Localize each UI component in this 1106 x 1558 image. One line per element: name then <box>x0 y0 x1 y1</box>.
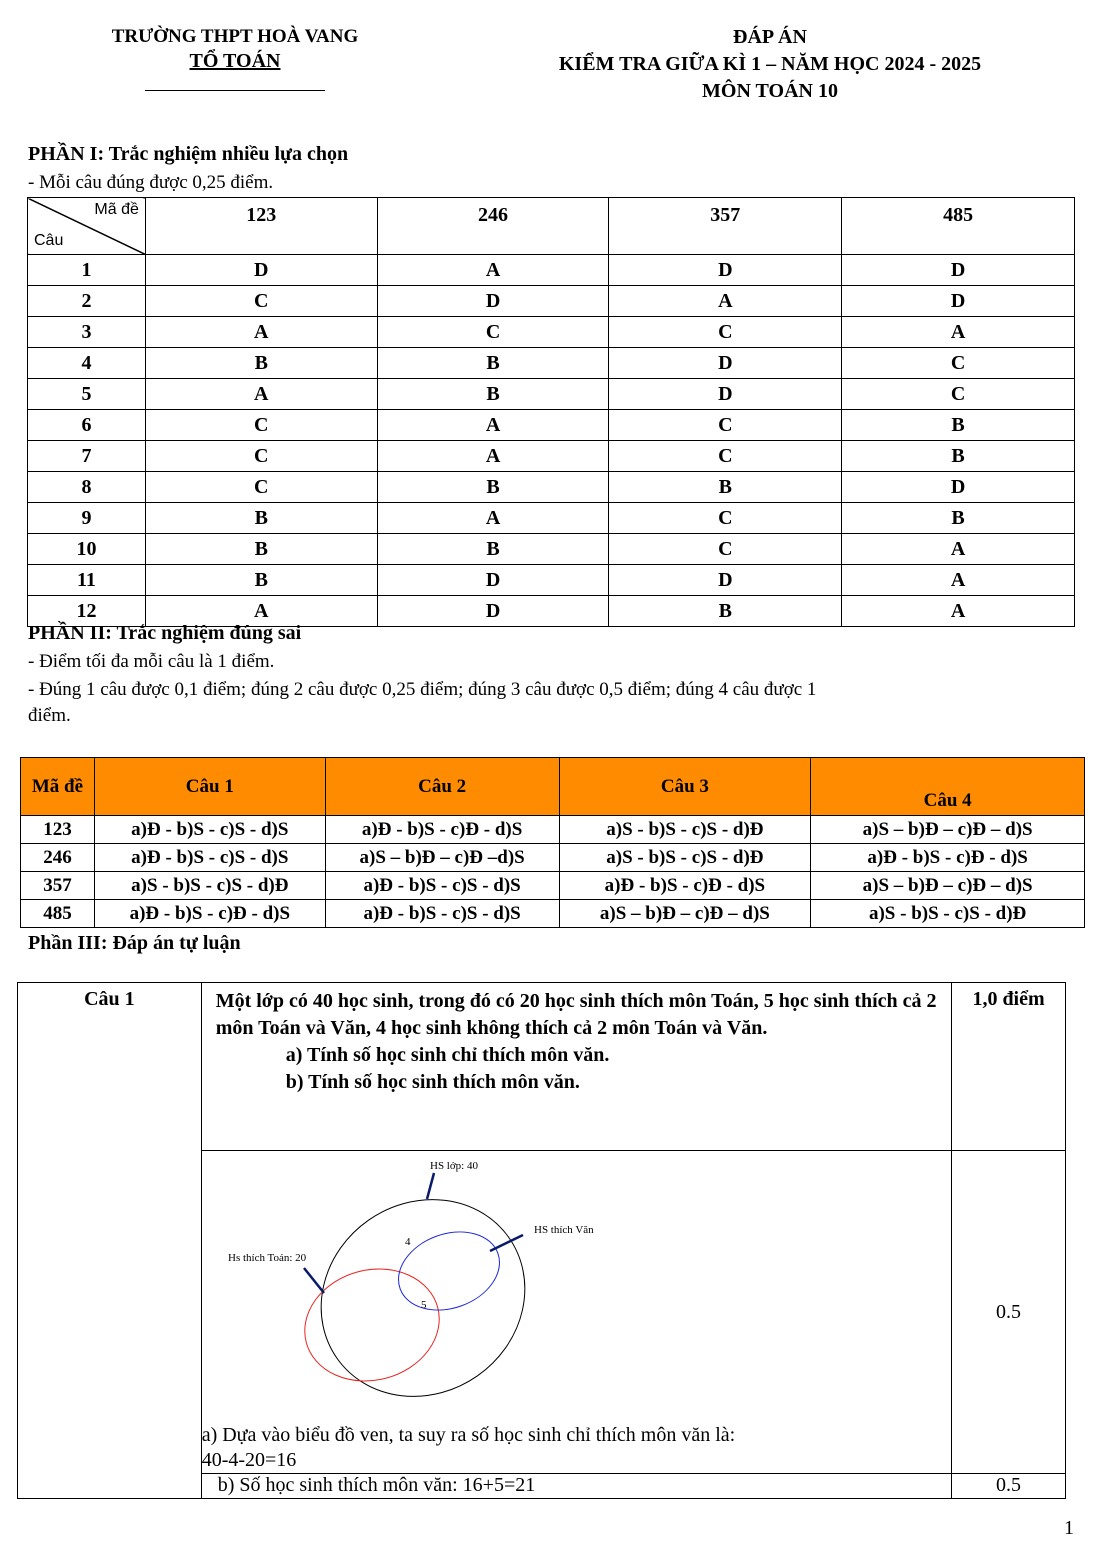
group-name: TỔ TOÁN <box>189 50 281 72</box>
answer-cell: A <box>842 565 1075 596</box>
outside-count: 4 <box>404 1236 411 1248</box>
table-row <box>28 503 1075 534</box>
answer-cell: C <box>145 441 377 472</box>
answer-cell: B <box>609 472 842 503</box>
question-cell <box>201 983 951 1151</box>
question-number: 4 <box>28 348 146 379</box>
question-number: 2 <box>28 286 146 317</box>
question-part-b: b) Tính số học sinh thích môn văn. <box>285 1071 580 1093</box>
school-name: TRƯỜNG THPT HOÀ VANG <box>111 26 359 47</box>
table-row <box>21 872 1085 900</box>
math-label: Hs thích Toán: 20 <box>227 1252 306 1264</box>
answer-a-line-2: 40-4-20=16 <box>201 1449 297 1471</box>
answer-cell: D <box>609 379 842 410</box>
table-row <box>28 255 1075 286</box>
answer-cell: D <box>377 286 609 317</box>
true-false-answer: a)S – b)Đ – c)Đ – d)S <box>811 872 1085 900</box>
true-false-answer: a)S – b)Đ – c)Đ – d)S <box>811 816 1085 844</box>
true-false-answer: a)Đ - b)S - c)S - d)S <box>325 872 559 900</box>
true-false-answer: a)S - b)S - c)S - d)Đ <box>811 900 1085 928</box>
table-row <box>28 410 1075 441</box>
answer-cell: A <box>145 379 377 410</box>
table-row <box>28 379 1075 410</box>
table-row <box>28 441 1075 472</box>
answer-cell: D <box>842 286 1075 317</box>
question-number: 10 <box>28 534 146 565</box>
exam-code: 357 <box>21 872 95 900</box>
table-row <box>21 900 1085 928</box>
answer-cell: B <box>377 472 609 503</box>
answer-cell: C <box>609 441 842 472</box>
true-false-answer: a)Đ - b)S - c)S - d)S <box>94 816 325 844</box>
question-number: 5 <box>28 379 146 410</box>
intersection-count: 5 <box>420 1299 427 1311</box>
answer-cell: C <box>145 410 377 441</box>
answer-b-points: 0.5 <box>952 1474 1066 1499</box>
answer-cell: C <box>609 534 842 565</box>
answer-b-text: b) Số học sinh thích môn văn: 16+5=21 <box>201 1474 951 1499</box>
answer-cell: A <box>842 534 1075 565</box>
question-row <box>18 983 1066 1151</box>
code-header: 123 <box>145 198 377 255</box>
math-pointer-line <box>304 1268 324 1293</box>
table-header-row <box>21 758 1085 816</box>
answer-a-cell <box>201 1151 951 1474</box>
answer-cell: C <box>842 348 1075 379</box>
question-text: Một lớp có 40 học sinh, trong đó có 20 học sinh thích môn Toán, 5 học sinh thích cả 2 môn Toán và Văn, 4 học sinh không thích cả 2 môn Toán và Văn. <box>215 990 937 1039</box>
table-header-row <box>28 198 1075 255</box>
exam-title: KIỂM TRA GIỮA KÌ 1 – NĂM HỌC 2024 - 2025 <box>558 53 982 75</box>
code-label: Mã đề <box>94 201 139 218</box>
table-row <box>21 844 1085 872</box>
question-number: 11 <box>28 565 146 596</box>
diagonal-header-cell <box>28 198 146 255</box>
part3-title: Phần III: Đáp án tự luận <box>28 932 241 954</box>
question-header: Câu 3 <box>559 758 811 816</box>
question-header: Câu 4 <box>811 758 1085 816</box>
part2-note-3: điểm. <box>28 705 71 726</box>
answer-cell: C <box>609 317 842 348</box>
exam-code: 246 <box>21 844 95 872</box>
answer-cell: B <box>145 348 377 379</box>
answer-cell: D <box>842 255 1075 286</box>
part2-answer-table <box>20 757 1085 928</box>
table-row <box>21 816 1085 844</box>
part1-title: PHẦN I: Trắc nghiệm nhiều lựa chọn <box>28 143 349 165</box>
exam-header <box>470 24 1070 105</box>
answer-cell: A <box>377 410 609 441</box>
table-row <box>28 286 1075 317</box>
answer-cell: A <box>842 317 1075 348</box>
true-false-answer: a)S - b)S - c)S - d)Đ <box>559 816 811 844</box>
answer-cell: D <box>377 596 609 627</box>
answer-cell: D <box>842 472 1075 503</box>
math-set-ellipse <box>292 1254 452 1395</box>
question-number: 7 <box>28 441 146 472</box>
code-header: 246 <box>377 198 609 255</box>
venn-diagram <box>228 1151 648 1411</box>
question-number: 12 <box>28 596 146 627</box>
answer-cell: B <box>145 565 377 596</box>
page-number: 1 <box>1064 1517 1074 1539</box>
literature-set-ellipse <box>387 1218 510 1323</box>
question-header: Câu 2 <box>325 758 559 816</box>
question-label: Câu 1 <box>18 983 202 1499</box>
answer-cell: C <box>842 379 1075 410</box>
answer-cell: B <box>145 534 377 565</box>
answer-cell: A <box>377 255 609 286</box>
question-points: 1,0 điểm <box>952 983 1066 1151</box>
answer-a-text <box>202 1423 951 1473</box>
answer-cell: A <box>377 441 609 472</box>
answer-cell: B <box>842 410 1075 441</box>
class-label: HS lớp: 40 <box>429 1160 478 1172</box>
part1-note: - Mỗi câu đúng được 0,25 điểm. <box>28 172 274 193</box>
exam-code: 123 <box>21 816 95 844</box>
answer-cell: D <box>377 565 609 596</box>
part2-note-1: - Điểm tối đa mỗi câu là 1 điểm. <box>28 651 275 672</box>
header-divider <box>145 90 325 91</box>
answer-cell: B <box>377 348 609 379</box>
question-part-a: a) Tính số học sinh chỉ thích môn văn. <box>285 1044 610 1066</box>
answer-cell: C <box>609 503 842 534</box>
subject-title: MÔN TOÁN 10 <box>702 80 838 102</box>
literature-pointer-line <box>490 1235 523 1251</box>
part1-answer-table <box>27 197 1075 627</box>
question-number: 3 <box>28 317 146 348</box>
answer-cell: B <box>377 379 609 410</box>
school-header <box>40 24 430 74</box>
answer-cell: A <box>842 596 1075 627</box>
table-row <box>28 565 1075 596</box>
question-header: Câu 1 <box>94 758 325 816</box>
answer-cell: D <box>609 565 842 596</box>
code-header: 485 <box>842 198 1075 255</box>
question-label: Câu <box>34 232 64 249</box>
answer-cell: A <box>609 286 842 317</box>
answer-cell: B <box>145 503 377 534</box>
answer-cell: D <box>609 255 842 286</box>
true-false-answer: a)Đ - b)S - c)Đ - d)S <box>94 900 325 928</box>
class-set-ellipse <box>282 1160 563 1411</box>
question-number: 6 <box>28 410 146 441</box>
true-false-answer: a)Đ - b)S - c)S - d)S <box>325 900 559 928</box>
answer-cell: A <box>145 596 377 627</box>
answer-cell: B <box>377 534 609 565</box>
table-row <box>28 472 1075 503</box>
answer-cell: C <box>145 472 377 503</box>
code-header: 357 <box>609 198 842 255</box>
true-false-answer: a)S - b)S - c)S - d)Đ <box>94 872 325 900</box>
essay-answer-table <box>17 982 1066 1499</box>
true-false-answer: a)S – b)Đ – c)Đ –d)S <box>325 844 559 872</box>
answer-cell: D <box>609 348 842 379</box>
table-row <box>28 534 1075 565</box>
true-false-answer: a)Đ - b)S - c)Đ - d)S <box>559 872 811 900</box>
true-false-answer: a)S - b)S - c)S - d)Đ <box>559 844 811 872</box>
answer-cell: C <box>609 410 842 441</box>
answer-cell: C <box>145 286 377 317</box>
true-false-answer: a)Đ - b)S - c)Đ - d)S <box>325 816 559 844</box>
literature-label: HS thích Văn <box>533 1224 594 1236</box>
answer-a-line-1: a) Dựa vào biểu đồ ven, ta suy ra số học sinh chỉ thích môn văn là: <box>201 1424 736 1446</box>
question-number: 1 <box>28 255 146 286</box>
answer-cell: B <box>842 441 1075 472</box>
part2-title: PHẦN II: Trắc nghiệm đúng sai <box>28 622 302 644</box>
answer-cell: B <box>609 596 842 627</box>
true-false-answer: a)Đ - b)S - c)S - d)S <box>94 844 325 872</box>
answer-cell: A <box>145 317 377 348</box>
true-false-answer: a)Đ - b)S - c)Đ - d)S <box>811 844 1085 872</box>
answer-cell: A <box>377 503 609 534</box>
question-number: 8 <box>28 472 146 503</box>
code-header: Mã đề <box>21 758 95 816</box>
answer-cell: D <box>145 255 377 286</box>
table-row <box>28 317 1075 348</box>
true-false-answer: a)S – b)Đ – c)Đ – d)S <box>559 900 811 928</box>
part2-note-2: - Đúng 1 câu được 0,1 điểm; đúng 2 câu được 0,25 điểm; đúng 3 câu được 0,5 điểm; đúng 4 câu được 1 <box>28 679 817 700</box>
answer-cell: C <box>377 317 609 348</box>
exam-code: 485 <box>21 900 95 928</box>
answer-a-points: 0.5 <box>952 1151 1066 1474</box>
question-number: 9 <box>28 503 146 534</box>
doc-title: ĐÁP ÁN <box>733 26 807 48</box>
answer-cell: B <box>842 503 1075 534</box>
table-row <box>28 348 1075 379</box>
class-pointer-line <box>427 1173 434 1199</box>
